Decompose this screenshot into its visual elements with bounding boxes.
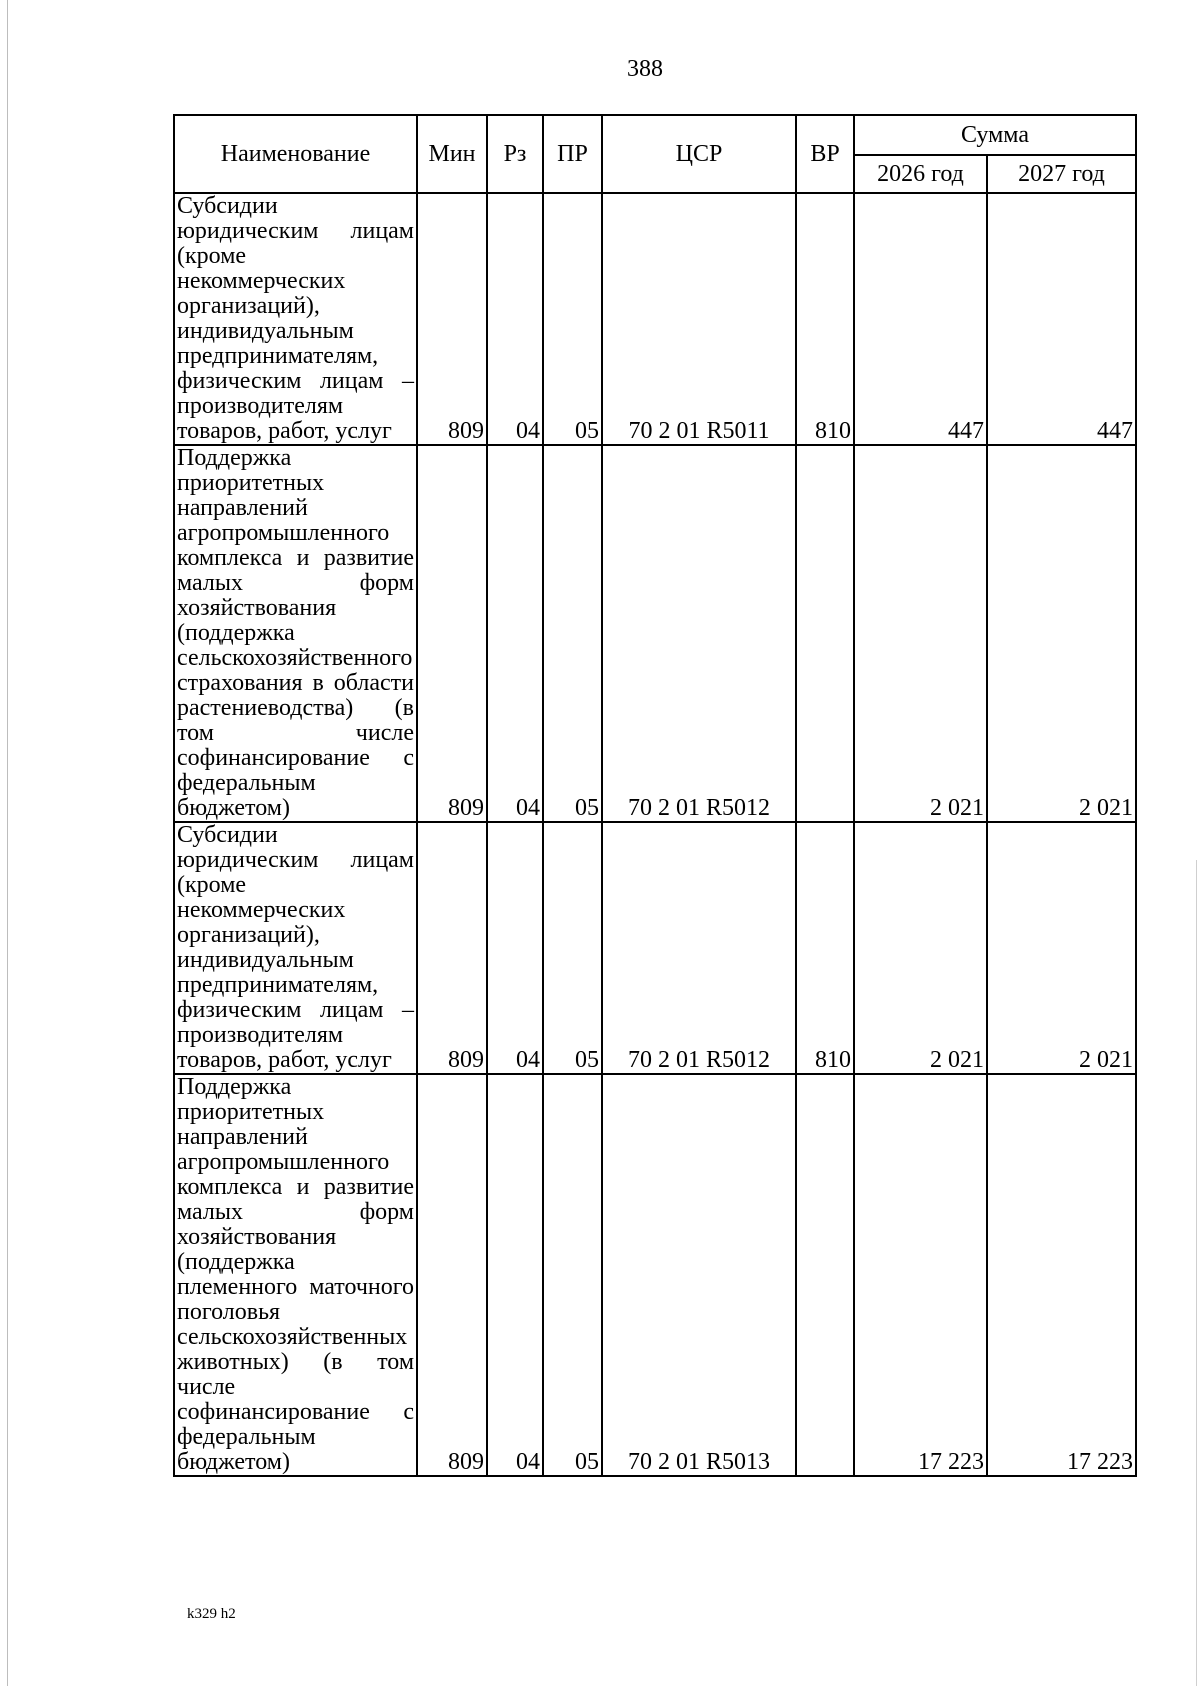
table-row: [174, 445, 1136, 822]
page-number: 388: [627, 56, 663, 82]
row-sum-2026: 2 021: [854, 445, 987, 822]
row-vr: 810: [796, 193, 854, 445]
row-sum-2027: 17 223: [987, 1074, 1136, 1476]
table-row: [174, 822, 1136, 1074]
table-row: [174, 1074, 1136, 1476]
header-sum: Сумма: [854, 115, 1136, 155]
row-rz: 04: [487, 1074, 543, 1476]
header-year-2026: 2026 год: [854, 155, 987, 193]
row-sum-2026: 17 223: [854, 1074, 987, 1476]
header-rz: Рз: [487, 115, 543, 193]
header-row: [174, 115, 1136, 155]
row-min: 809: [417, 1074, 487, 1476]
row-csr: 70 2 01 R5013: [602, 1074, 796, 1476]
header-year-2027: 2027 год: [987, 155, 1136, 193]
row-vr: [796, 445, 854, 822]
row-rz: 04: [487, 193, 543, 445]
scan-edge-line-right: [1196, 860, 1197, 1686]
row-pr: 05: [543, 193, 602, 445]
row-sum-2027: 2 021: [987, 822, 1136, 1074]
row-name: Субсидии юридическим лицам (кроме некоммерческих организаций), индивидуальным предпринимателям, физическим лицам – производителям товаров, работ, услуг: [174, 822, 417, 1074]
footer-code: k329 h2: [187, 1606, 236, 1622]
row-rz: 04: [487, 822, 543, 1074]
row-min: 809: [417, 193, 487, 445]
row-pr: 05: [543, 1074, 602, 1476]
header-vr: ВР: [796, 115, 854, 193]
header-pr: ПР: [543, 115, 602, 193]
header-min: Мин: [417, 115, 487, 193]
row-csr: 70 2 01 R5011: [602, 193, 796, 445]
table-row: [174, 193, 1136, 445]
row-min: 809: [417, 445, 487, 822]
row-name: Субсидии юридическим лицам (кроме некоммерческих организаций), индивидуальным предпринимателям, физическим лицам – производителям товаров, работ, услуг: [174, 193, 417, 445]
row-sum-2026: 2 021: [854, 822, 987, 1074]
row-vr: [796, 1074, 854, 1476]
row-csr: 70 2 01 R5012: [602, 445, 796, 822]
row-csr: 70 2 01 R5012: [602, 822, 796, 1074]
row-vr: 810: [796, 822, 854, 1074]
header-name: Наименование: [174, 115, 417, 193]
row-sum-2027: 447: [987, 193, 1136, 445]
scan-edge-line: [7, 0, 8, 1686]
header-csr: ЦСР: [602, 115, 796, 193]
row-rz: 04: [487, 445, 543, 822]
row-sum-2026: 447: [854, 193, 987, 445]
row-pr: 05: [543, 822, 602, 1074]
row-min: 809: [417, 822, 487, 1074]
row-pr: 05: [543, 445, 602, 822]
row-name: Поддержка приоритетных направлений агропромышленного комплекса и развитие малых форм хозяйствования (поддержка сельскохозяйственного страхования в области растениеводства) (в том числе софинансирование с федеральным бюджетом): [174, 445, 417, 822]
row-sum-2027: 2 021: [987, 445, 1136, 822]
budget-table: [173, 114, 1137, 1477]
row-name: Поддержка приоритетных направлений агропромышленного комплекса и развитие малых форм хозяйствования (поддержка племенного маточного поголовья сельскохозяйственных животных) (в том числе софинансирование с федеральным бюджетом): [174, 1074, 417, 1476]
